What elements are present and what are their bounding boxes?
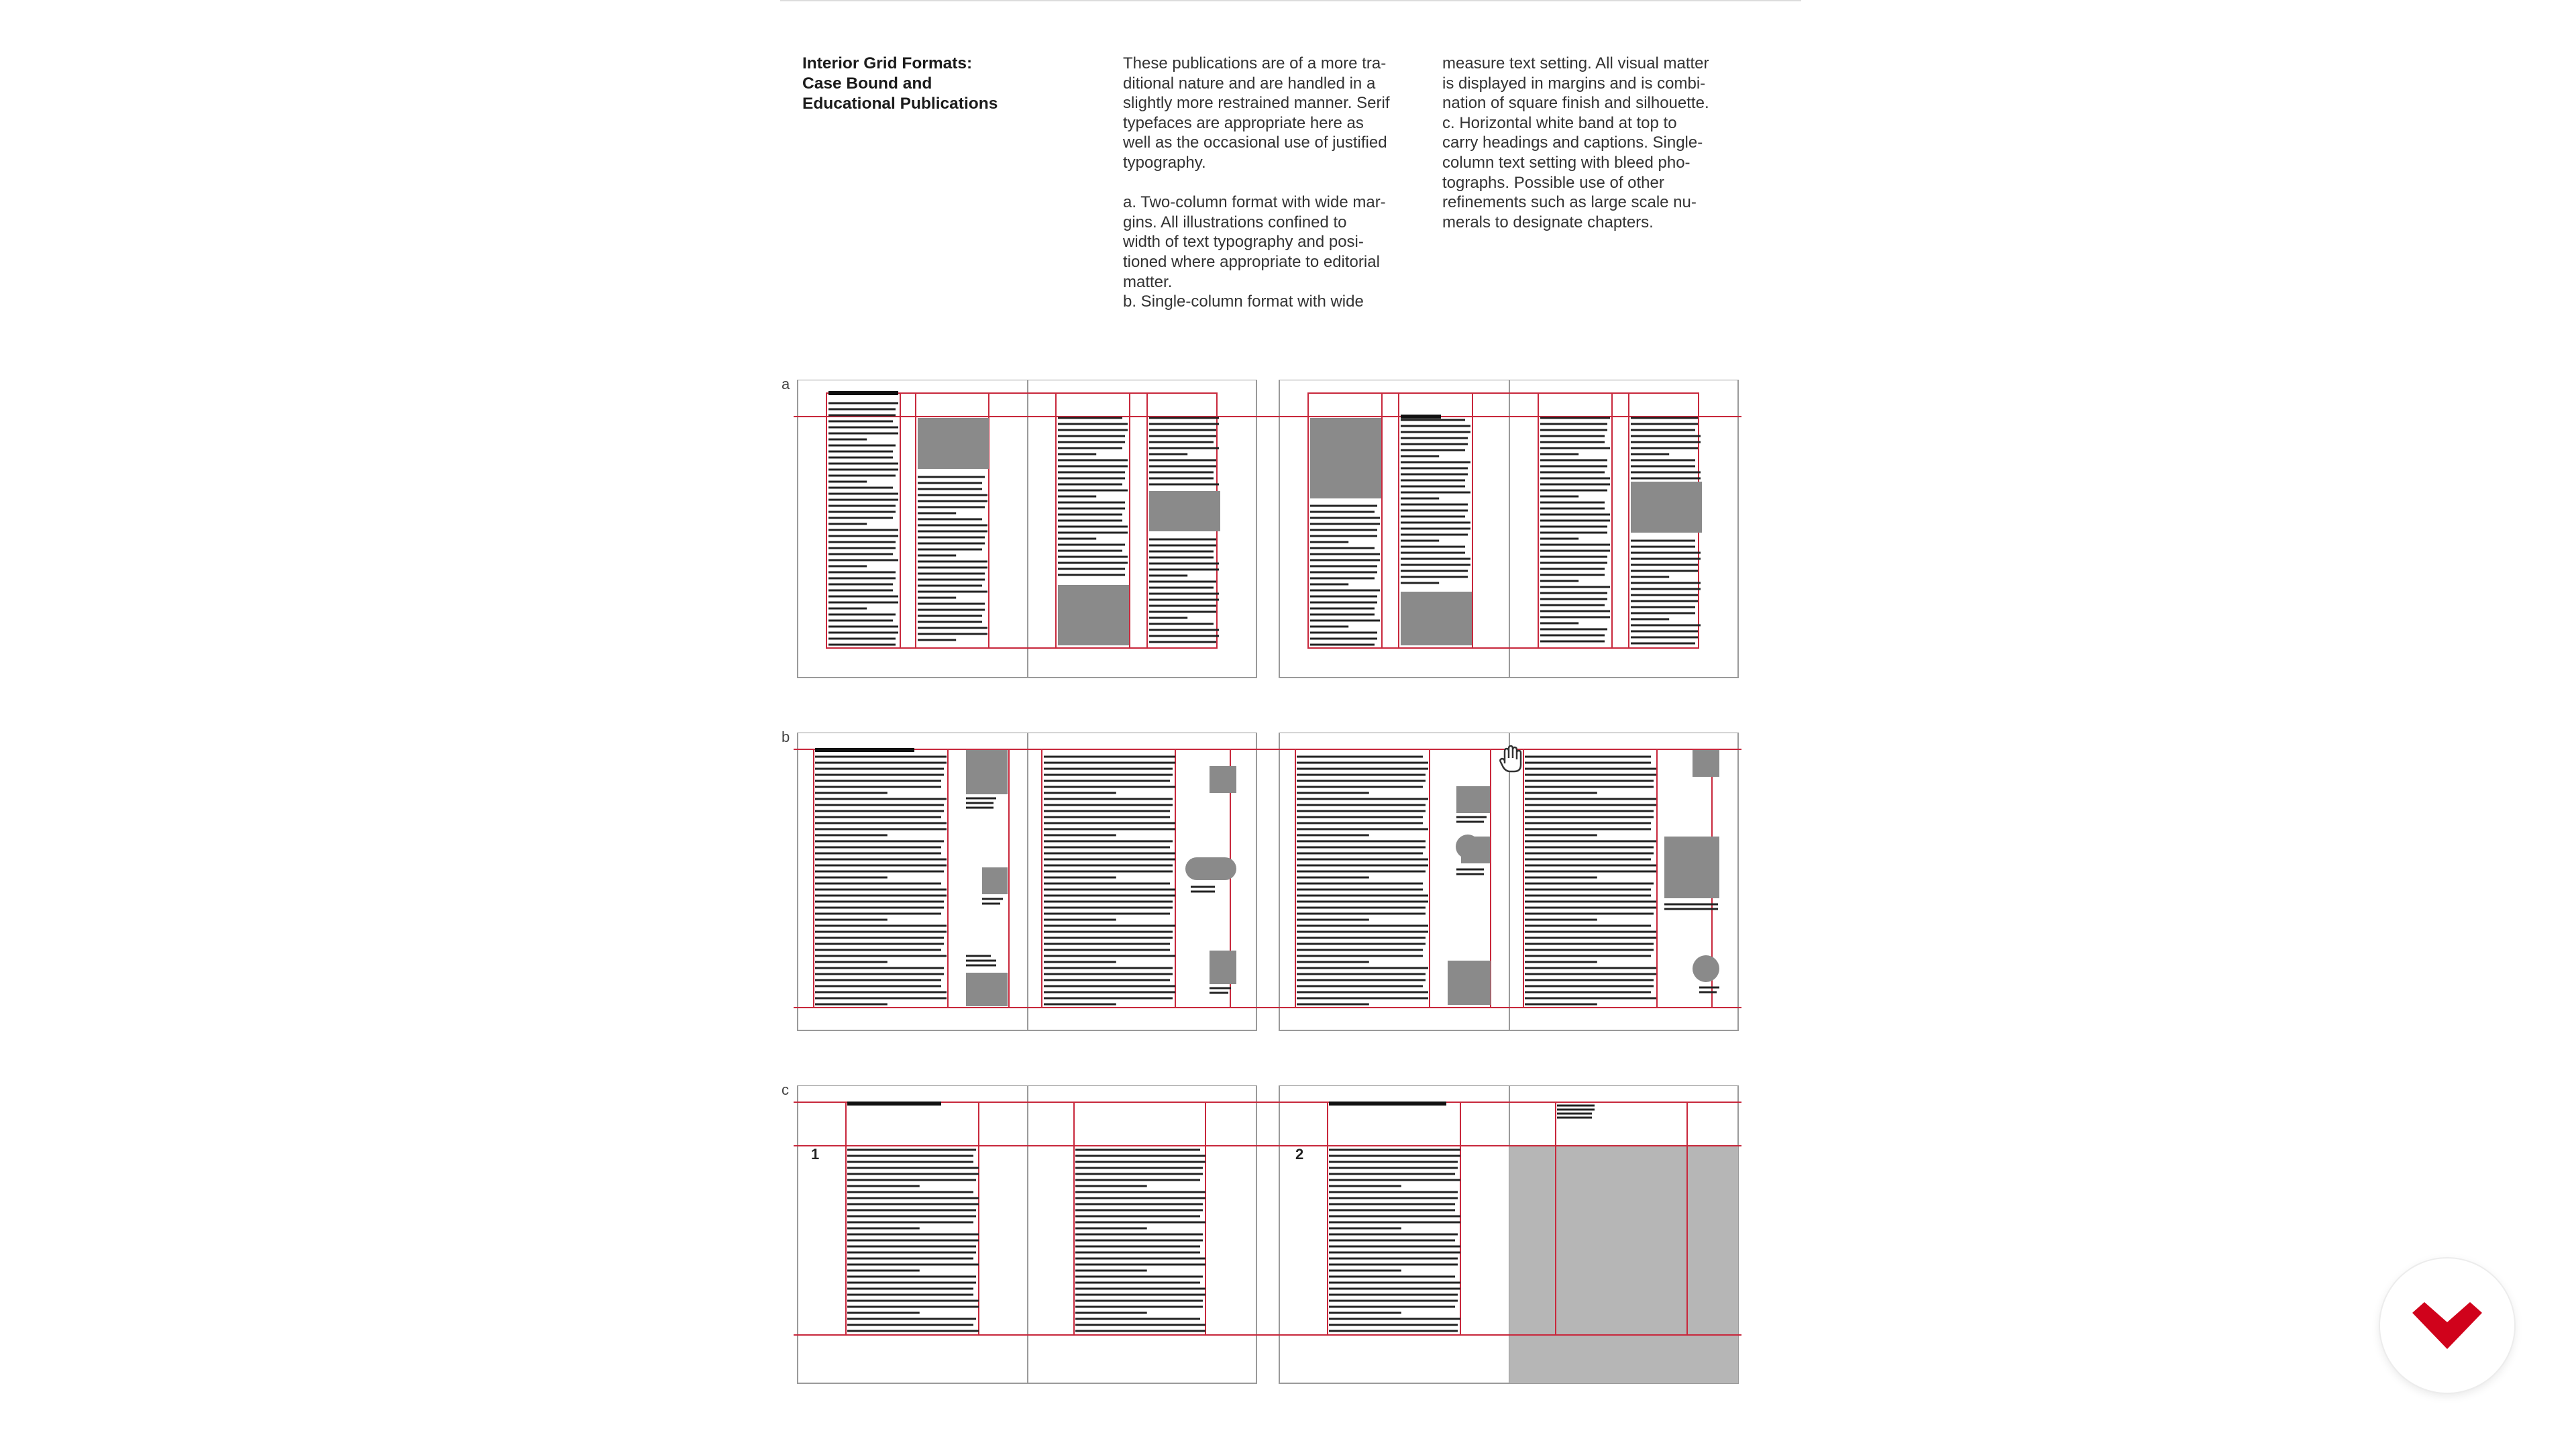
chapter-numeral-2: 2	[1295, 1146, 1304, 1163]
body-line: tographs. Possible use of other	[1442, 173, 1664, 192]
diagram-a-letter: a	[782, 376, 790, 392]
body-line: ditional nature and are handled in a	[1123, 74, 1376, 93]
photo-placeholder	[1210, 951, 1236, 984]
brand-logo-icon	[2412, 1302, 2482, 1349]
diagram-c-letter: c	[782, 1081, 789, 1098]
body-text-column-2	[1442, 54, 1758, 232]
top-divider	[780, 0, 1801, 1]
heading-line: Educational Publications	[802, 95, 998, 113]
grid-diagram-a	[794, 380, 1741, 679]
photo-placeholder	[1456, 786, 1490, 813]
body-line: typography.	[1123, 153, 1206, 172]
body-line: column text setting with bleed pho-	[1442, 153, 1690, 172]
body-line: width of text typography and posi-	[1123, 233, 1364, 252]
chapter-numeral-1: 1	[811, 1146, 820, 1163]
bleed-photo-placeholder	[1509, 1146, 1738, 1383]
body-line: gins. All illustrations confined to	[1123, 213, 1347, 231]
photo-placeholder	[1693, 955, 1719, 982]
photo-placeholder	[966, 973, 1008, 1006]
grid-diagram-b	[794, 733, 1741, 1032]
diagram-b-letter: b	[782, 729, 790, 745]
body-line: nation of square finish and silhouette.	[1442, 94, 1709, 113]
grid-diagram-c-drawing	[794, 1085, 1741, 1385]
body-line: carry headings and captions. Single-	[1442, 133, 1703, 152]
body-line: matter.	[1123, 272, 1173, 291]
grid-diagram-a-drawing	[794, 380, 1741, 679]
photo-placeholder	[1310, 418, 1381, 498]
photo-placeholder	[918, 418, 989, 469]
heading-line: Case Bound and	[802, 74, 932, 93]
body-line: typefaces are appropriate here as	[1123, 113, 1364, 132]
section-heading	[802, 54, 1097, 114]
body-line: is displayed in margins and is combi-	[1442, 74, 1706, 93]
body-text-column-1	[1123, 54, 1438, 312]
body-line: c. Horizontal white band at top to	[1442, 113, 1677, 132]
body-line: b. Single-column format with wide	[1123, 292, 1364, 311]
photo-placeholder	[966, 750, 1008, 794]
body-line: slightly more restrained manner. Serif	[1123, 94, 1390, 113]
photo-placeholder	[1210, 766, 1236, 793]
photo-placeholder	[982, 867, 1008, 894]
grid-diagram-b-drawing	[794, 733, 1741, 1032]
body-line: These publications are of a more tra-	[1123, 54, 1387, 72]
body-line: refinements such as large scale nu-	[1442, 193, 1697, 212]
body-line: measure text setting. All visual matter	[1442, 54, 1709, 72]
paragraph-gap	[1123, 173, 1438, 193]
photo-placeholder	[1058, 585, 1129, 645]
brand-logo-button[interactable]	[2380, 1258, 2514, 1393]
photo-placeholder	[1693, 750, 1719, 777]
body-line: well as the occasional use of justified	[1123, 133, 1387, 152]
photo-placeholder	[1664, 837, 1719, 898]
photo-placeholder	[1185, 857, 1236, 880]
photo-placeholder	[1461, 837, 1490, 863]
photo-placeholder	[1448, 961, 1491, 1005]
body-line: tioned where appropriate to editorial	[1123, 252, 1380, 271]
photo-placeholder	[1149, 491, 1220, 531]
photo-placeholder	[1631, 482, 1702, 533]
heading-line: Interior Grid Formats:	[802, 54, 973, 72]
body-line: a. Two-column format with wide mar-	[1123, 193, 1386, 212]
grid-diagram-c	[794, 1085, 1741, 1385]
photo-placeholder	[1401, 592, 1472, 645]
body-line: merals to designate chapters.	[1442, 213, 1654, 231]
